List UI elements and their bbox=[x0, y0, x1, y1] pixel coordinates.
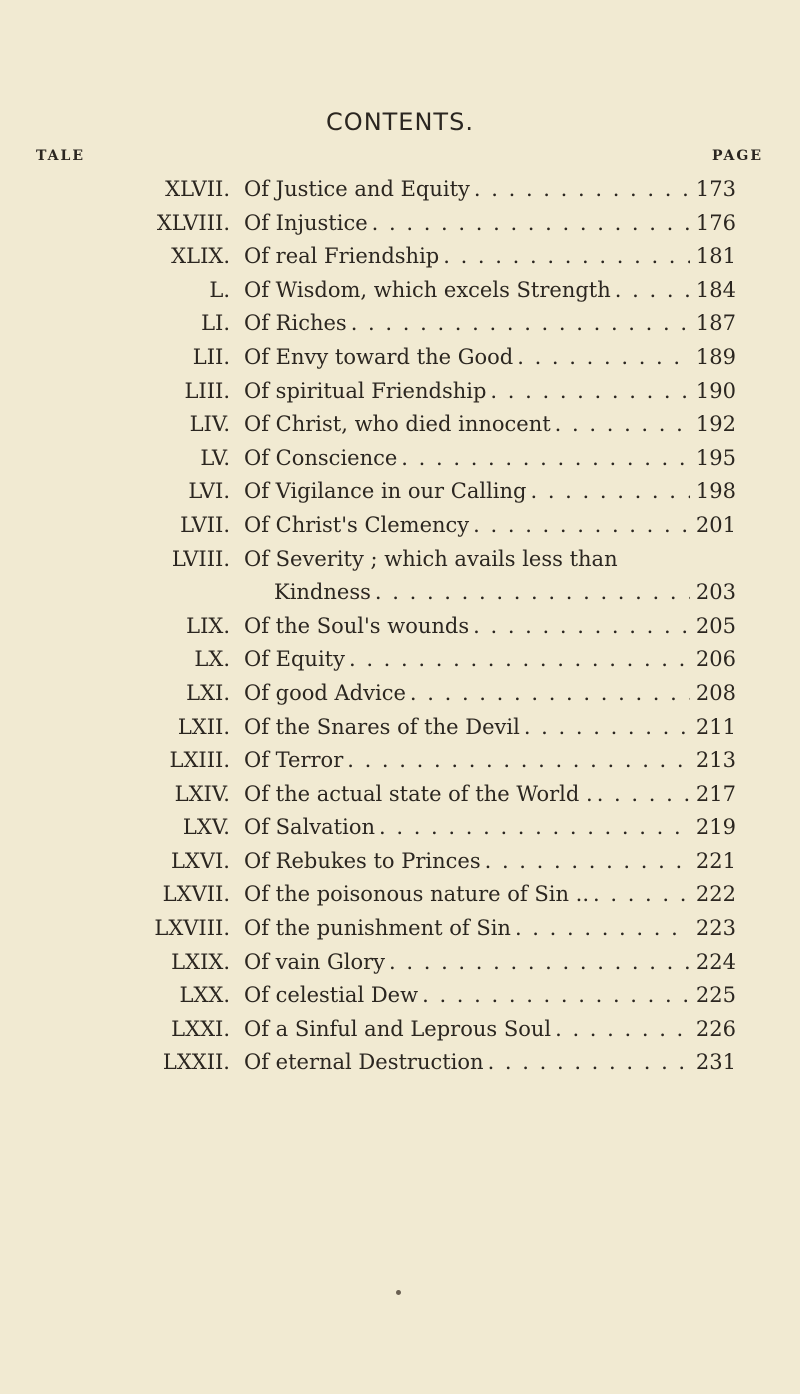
entry-body bbox=[244, 677, 736, 711]
page-number: 187 bbox=[695, 311, 736, 336]
tale-title: Of the Snares of the Devil bbox=[244, 714, 520, 739]
tale-number: L. bbox=[209, 277, 230, 302]
tale-number: LX. bbox=[194, 647, 230, 672]
tale-title: Of Wisdom, which excels Strength bbox=[244, 277, 611, 302]
tale-title: Of Equity bbox=[244, 647, 345, 672]
contents-entry bbox=[0, 677, 800, 711]
contents-entry bbox=[0, 307, 800, 341]
tale-number: LXV. bbox=[182, 815, 230, 840]
page-column-heading: PAGE bbox=[712, 148, 763, 164]
tale-number: XLVIII. bbox=[156, 210, 230, 235]
tale-number: LXIV. bbox=[174, 781, 230, 806]
tale-number: XLIX. bbox=[171, 244, 230, 269]
tale-number: LII. bbox=[192, 344, 230, 369]
tale-title: Of vain Glory bbox=[244, 949, 386, 974]
tale-title: Of good Advice bbox=[244, 680, 406, 705]
page-number: 189 bbox=[695, 344, 736, 369]
tale-number: LVIII. bbox=[171, 546, 230, 571]
dot-leader bbox=[397, 442, 690, 476]
dot-leader bbox=[347, 307, 690, 341]
tale-number: LXVI. bbox=[170, 848, 230, 873]
contents-entry bbox=[0, 912, 800, 946]
paper-speck bbox=[396, 1290, 401, 1295]
contents-entry bbox=[0, 240, 800, 274]
tale-number: LXI. bbox=[186, 680, 230, 705]
tale-title: Of Christ, who died innocent bbox=[244, 412, 551, 437]
entry-body bbox=[244, 1013, 736, 1047]
entry-body bbox=[244, 207, 736, 241]
tale-title: Of Severity ; which avails less than bbox=[244, 546, 618, 571]
contents-entry bbox=[0, 509, 800, 543]
entry-body bbox=[244, 375, 736, 409]
page-number: 184 bbox=[695, 277, 736, 302]
page-number: 205 bbox=[695, 613, 736, 638]
page-number: 195 bbox=[695, 445, 736, 470]
entry-body bbox=[244, 778, 736, 812]
entry-body bbox=[244, 979, 736, 1013]
tale-title: Of the poisonous nature of Sin .. bbox=[244, 882, 589, 907]
page-number: 192 bbox=[695, 412, 736, 437]
tale-column-heading: TALE bbox=[36, 148, 86, 164]
entry-body bbox=[244, 643, 736, 677]
page-number: 190 bbox=[695, 378, 736, 403]
contents-entry bbox=[0, 811, 800, 845]
dot-leader bbox=[375, 811, 690, 845]
page-number: 226 bbox=[695, 1016, 736, 1041]
tale-title: Of the punishment of Sin bbox=[244, 916, 511, 941]
page-number: 176 bbox=[695, 210, 736, 235]
page-number: 201 bbox=[695, 512, 736, 537]
page-number: 221 bbox=[695, 848, 736, 873]
page-number: 198 bbox=[695, 479, 736, 504]
entry-body bbox=[244, 811, 736, 845]
dot-leader bbox=[343, 744, 690, 778]
dot-leader bbox=[593, 778, 690, 812]
entry-body bbox=[244, 878, 736, 912]
tale-title: Of a Sinful and Leprous Soul bbox=[244, 1016, 552, 1041]
entry-body bbox=[244, 845, 736, 879]
page-number: 213 bbox=[695, 748, 736, 773]
dot-leader bbox=[481, 845, 690, 879]
dot-leader bbox=[345, 643, 690, 677]
contents-entry bbox=[0, 543, 800, 610]
contents-entry bbox=[0, 845, 800, 879]
dot-leader bbox=[589, 878, 690, 912]
tale-number: LXXII. bbox=[162, 1050, 230, 1075]
page-number: 203 bbox=[695, 580, 736, 605]
tale-title: Of Riches bbox=[244, 311, 347, 336]
page-title: CONTENTS. bbox=[326, 108, 474, 136]
dot-leader bbox=[611, 274, 690, 308]
tale-title: Of the Soul's wounds bbox=[244, 613, 470, 638]
page-number: 225 bbox=[695, 983, 736, 1008]
dot-leader bbox=[551, 408, 690, 442]
entry-body bbox=[244, 173, 736, 207]
contents-entry bbox=[0, 946, 800, 980]
dot-leader bbox=[484, 1046, 690, 1080]
dot-leader bbox=[385, 946, 690, 980]
dot-leader bbox=[551, 1013, 690, 1047]
page-number: 208 bbox=[695, 680, 736, 705]
entry-body bbox=[244, 543, 736, 610]
page-number: 173 bbox=[695, 177, 736, 201]
entry-body bbox=[244, 274, 736, 308]
dot-leader bbox=[418, 979, 690, 1013]
entry-body bbox=[244, 1046, 736, 1080]
dot-leader bbox=[469, 610, 690, 644]
page-number: 219 bbox=[695, 815, 736, 840]
tale-number: LXII. bbox=[177, 714, 230, 739]
tale-number: LXXI. bbox=[171, 1016, 230, 1041]
tale-title: Of Conscience bbox=[244, 445, 398, 470]
contents-entry bbox=[0, 643, 800, 677]
dot-leader bbox=[469, 509, 690, 543]
tale-title: Of spiritual Friendship bbox=[244, 378, 487, 403]
contents-entry bbox=[0, 475, 800, 509]
page-number: 181 bbox=[695, 244, 736, 269]
entry-body bbox=[244, 442, 736, 476]
tale-title: Of eternal Destruction bbox=[244, 1050, 484, 1075]
tale-number: LXX. bbox=[179, 983, 230, 1008]
entry-body bbox=[244, 912, 736, 946]
tale-title: Of celestial Dew bbox=[244, 983, 419, 1008]
dot-leader bbox=[526, 475, 690, 509]
entry-body bbox=[244, 240, 736, 274]
entry-body bbox=[244, 946, 736, 980]
tale-number: LIX. bbox=[186, 613, 230, 638]
contents-entry bbox=[0, 1046, 800, 1080]
entry-body bbox=[244, 610, 736, 644]
tale-title: Of Rebukes to Princes bbox=[244, 848, 481, 873]
page-number: 217 bbox=[695, 781, 736, 806]
contents-entry bbox=[0, 878, 800, 912]
page-number: 231 bbox=[695, 1050, 736, 1075]
page-number: 223 bbox=[695, 916, 736, 941]
tale-number: LVI. bbox=[188, 479, 230, 504]
tale-title: Of Salvation bbox=[244, 815, 375, 840]
dot-leader bbox=[511, 912, 690, 946]
contents-entry bbox=[0, 173, 800, 207]
contents-entry bbox=[0, 274, 800, 308]
entry-body bbox=[244, 509, 736, 543]
tale-title-continued: Kindness bbox=[274, 580, 371, 605]
entry-body bbox=[244, 711, 736, 745]
tale-number: LXVIII. bbox=[154, 916, 230, 941]
entry-body bbox=[244, 744, 736, 778]
tale-number: LIV. bbox=[189, 412, 230, 437]
tale-title: Of Vigilance in our Calling bbox=[244, 479, 527, 504]
tale-number: LXIX. bbox=[171, 949, 230, 974]
contents-entry bbox=[0, 1013, 800, 1047]
entry-body bbox=[244, 307, 736, 341]
entry-body bbox=[244, 408, 736, 442]
tale-title: Of the actual state of the World . bbox=[244, 781, 593, 806]
tale-title: Of Christ's Clemency bbox=[244, 512, 470, 537]
contents-list bbox=[0, 173, 800, 1080]
tale-title: Of Justice and Equity bbox=[244, 177, 470, 201]
dot-leader bbox=[486, 375, 690, 409]
page-number: 211 bbox=[695, 714, 736, 739]
dot-leader bbox=[439, 240, 690, 274]
contents-entry bbox=[0, 778, 800, 812]
tale-number: XLVII. bbox=[165, 177, 230, 201]
contents-entry bbox=[0, 408, 800, 442]
page-number: 206 bbox=[695, 647, 736, 672]
page-number: 222 bbox=[695, 882, 736, 907]
tale-title: Of Injustice bbox=[244, 210, 368, 235]
contents-entry bbox=[0, 711, 800, 745]
contents-entry bbox=[0, 341, 800, 375]
dot-leader bbox=[520, 711, 690, 745]
dot-leader bbox=[470, 173, 690, 207]
contents-entry bbox=[0, 744, 800, 778]
dot-leader bbox=[371, 576, 690, 610]
tale-number: LXIII. bbox=[169, 748, 230, 773]
tale-number: LXVII. bbox=[162, 882, 230, 907]
dot-leader bbox=[406, 677, 690, 711]
dot-leader bbox=[513, 341, 690, 375]
contents-entry bbox=[0, 610, 800, 644]
contents-entry bbox=[0, 375, 800, 409]
page-number: 224 bbox=[695, 949, 736, 974]
contents-entry bbox=[0, 979, 800, 1013]
dot-leader bbox=[368, 207, 690, 241]
tale-number: LVII. bbox=[180, 512, 230, 537]
tale-number: LV. bbox=[200, 445, 230, 470]
contents-entry bbox=[0, 442, 800, 476]
tale-number: LIII. bbox=[184, 378, 230, 403]
entry-body bbox=[244, 341, 736, 375]
tale-title: Of Terror bbox=[244, 748, 344, 773]
entry-body bbox=[244, 475, 736, 509]
contents-entry bbox=[0, 207, 800, 241]
tale-number: LI. bbox=[201, 311, 230, 336]
tale-title: Of Envy toward the Good bbox=[244, 344, 514, 369]
tale-title: Of real Friendship bbox=[244, 244, 440, 269]
